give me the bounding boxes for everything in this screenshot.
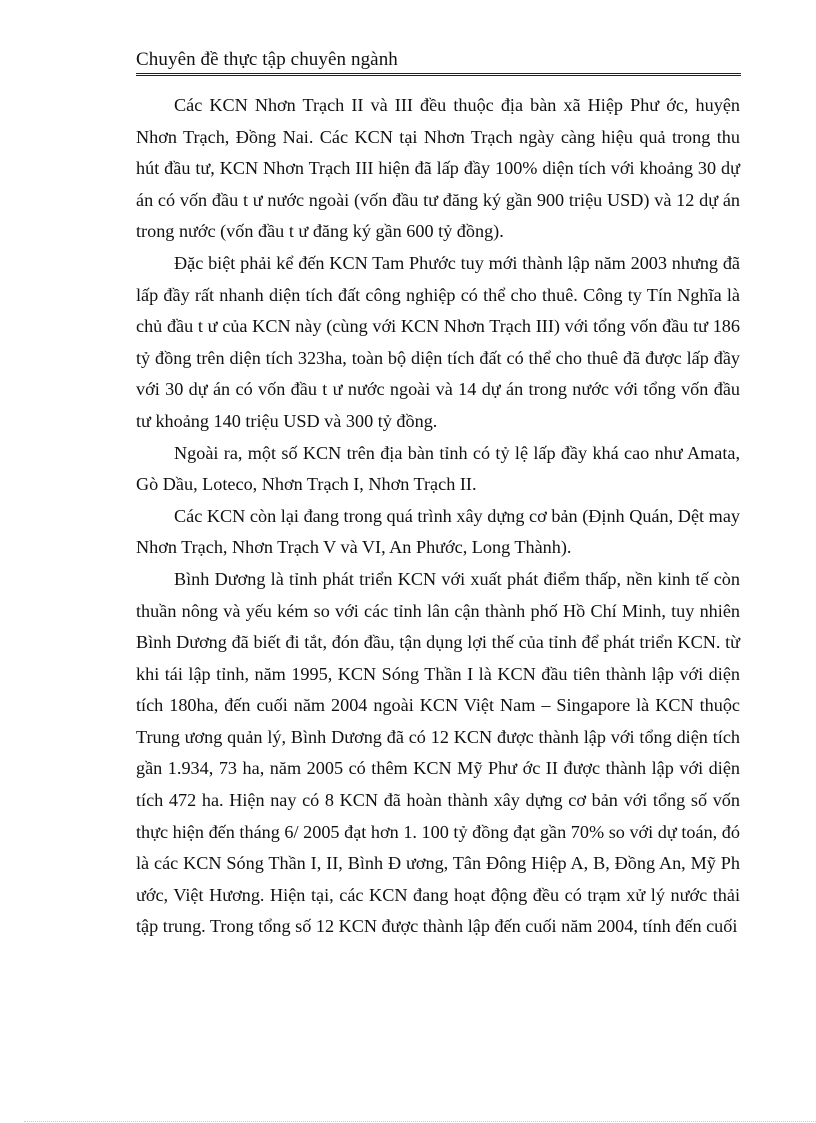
- paragraph-tam-phuoc: Đặc biệt phải kể đến KCN Tam Phước tuy mới thành lập năm 2003 nhưng đã lấp đầy rất nhanh diện tích đất công nghiệp có thể cho thuê. Công ty Tín Nghĩa là chủ đầu t ư của KCN này (cùng với KCN Nhơn Trạch III) với tổng vốn đầu tư 186 tỷ đồng trên diện tích 323ha, toàn bộ diện tích đất có thể cho thuê đã được lấp đầy với 30 dự án có vốn đầu t ư nước ngoài và 14 dự án trong nước với tổng vốn đầu tư khoảng 140 triệu USD và 300 tỷ đồng.: [136, 252, 740, 431]
- header-double-rule: [136, 73, 741, 76]
- paragraph-remaining-kcn: Các KCN còn lại đang trong quá trình xây dựng cơ bản (Định Quán, Dệt may Nhơn Trạch, Nhơn Trạch V và VI, An Phước, Long Thành).: [136, 505, 740, 558]
- paragraph-other-kcn: Ngoài ra, một số KCN trên địa bàn tỉnh có tỷ lệ lấp đầy khá cao như Amata, Gò Dầu, Loteco, Nhơn Trạch I, Nhơn Trạch II.: [136, 442, 740, 495]
- page-bottom-edge: [24, 1121, 816, 1122]
- page-header: [136, 48, 741, 76]
- body-text: [136, 90, 740, 943]
- paragraph-nhon-trach: Các KCN Nhơn Trạch II và III đều thuộc địa bàn xã Hiệp Phư ớc, huyện Nhơn Trạch, Đồng Nai. Các KCN tại Nhơn Trạch ngày càng hiệu quả trong thu hút đầu tư, KCN Nhơn Trạch III hiện đã lấp đầy 100% diện tích với khoảng 30 dự án có vốn đầu t ư nước ngoài (vốn đầu tư đăng ký gần 900 triệu USD) và 12 dự án trong nước (vốn đầu t ư đăng ký gần 600 tỷ đồng).: [136, 95, 740, 242]
- paragraph-binh-duong: Bình Dương là tỉnh phát triển KCN với xuất phát điểm thấp, nền kinh tế còn thuần nông và yếu kém so với các tỉnh lân cận thành phố Hồ Chí Minh, tuy nhiên Bình Dương đã biết đi tắt, đón đầu, tận dụng lợi thế của tỉnh để phát triển KCN. từ khi tái lập tỉnh, năm 1995, KCN Sóng Thần I là KCN đầu tiên thành lập với diện tích 180ha, đến cuối năm 2004 ngoài KCN Việt Nam – Singapore là KCN thuộc Trung ương quản lý, Bình Dương đã có 12 KCN được thành lập với tổng diện tích gần 1.934, 73 ha, năm 2005 có thêm KCN Mỹ Phư ớc II được thành lập với diện tích 472 ha. Hiện nay có 8 KCN đã hoàn thành xây dựng cơ bản với tổng số vốn thực hiện đến tháng 6/ 2005 đạt hơn 1. 100 tỷ đồng đạt gần 70% so với dự toán, đó là các KCN Sóng Thần I, II, Bình Đ ương, Tân Đông Hiệp A, B, Đồng An, Mỹ Ph ước, Việt Hương. Hiện tại, các KCN đang hoạt động đều có trạm xử lý nước thải tập trung. Trong tổng số 12 KCN được thành lập đến cuối năm 2004, tính đến cuối: [136, 568, 740, 937]
- header-title: Chuyên đề thực tập chuyên ngành: [136, 49, 398, 70]
